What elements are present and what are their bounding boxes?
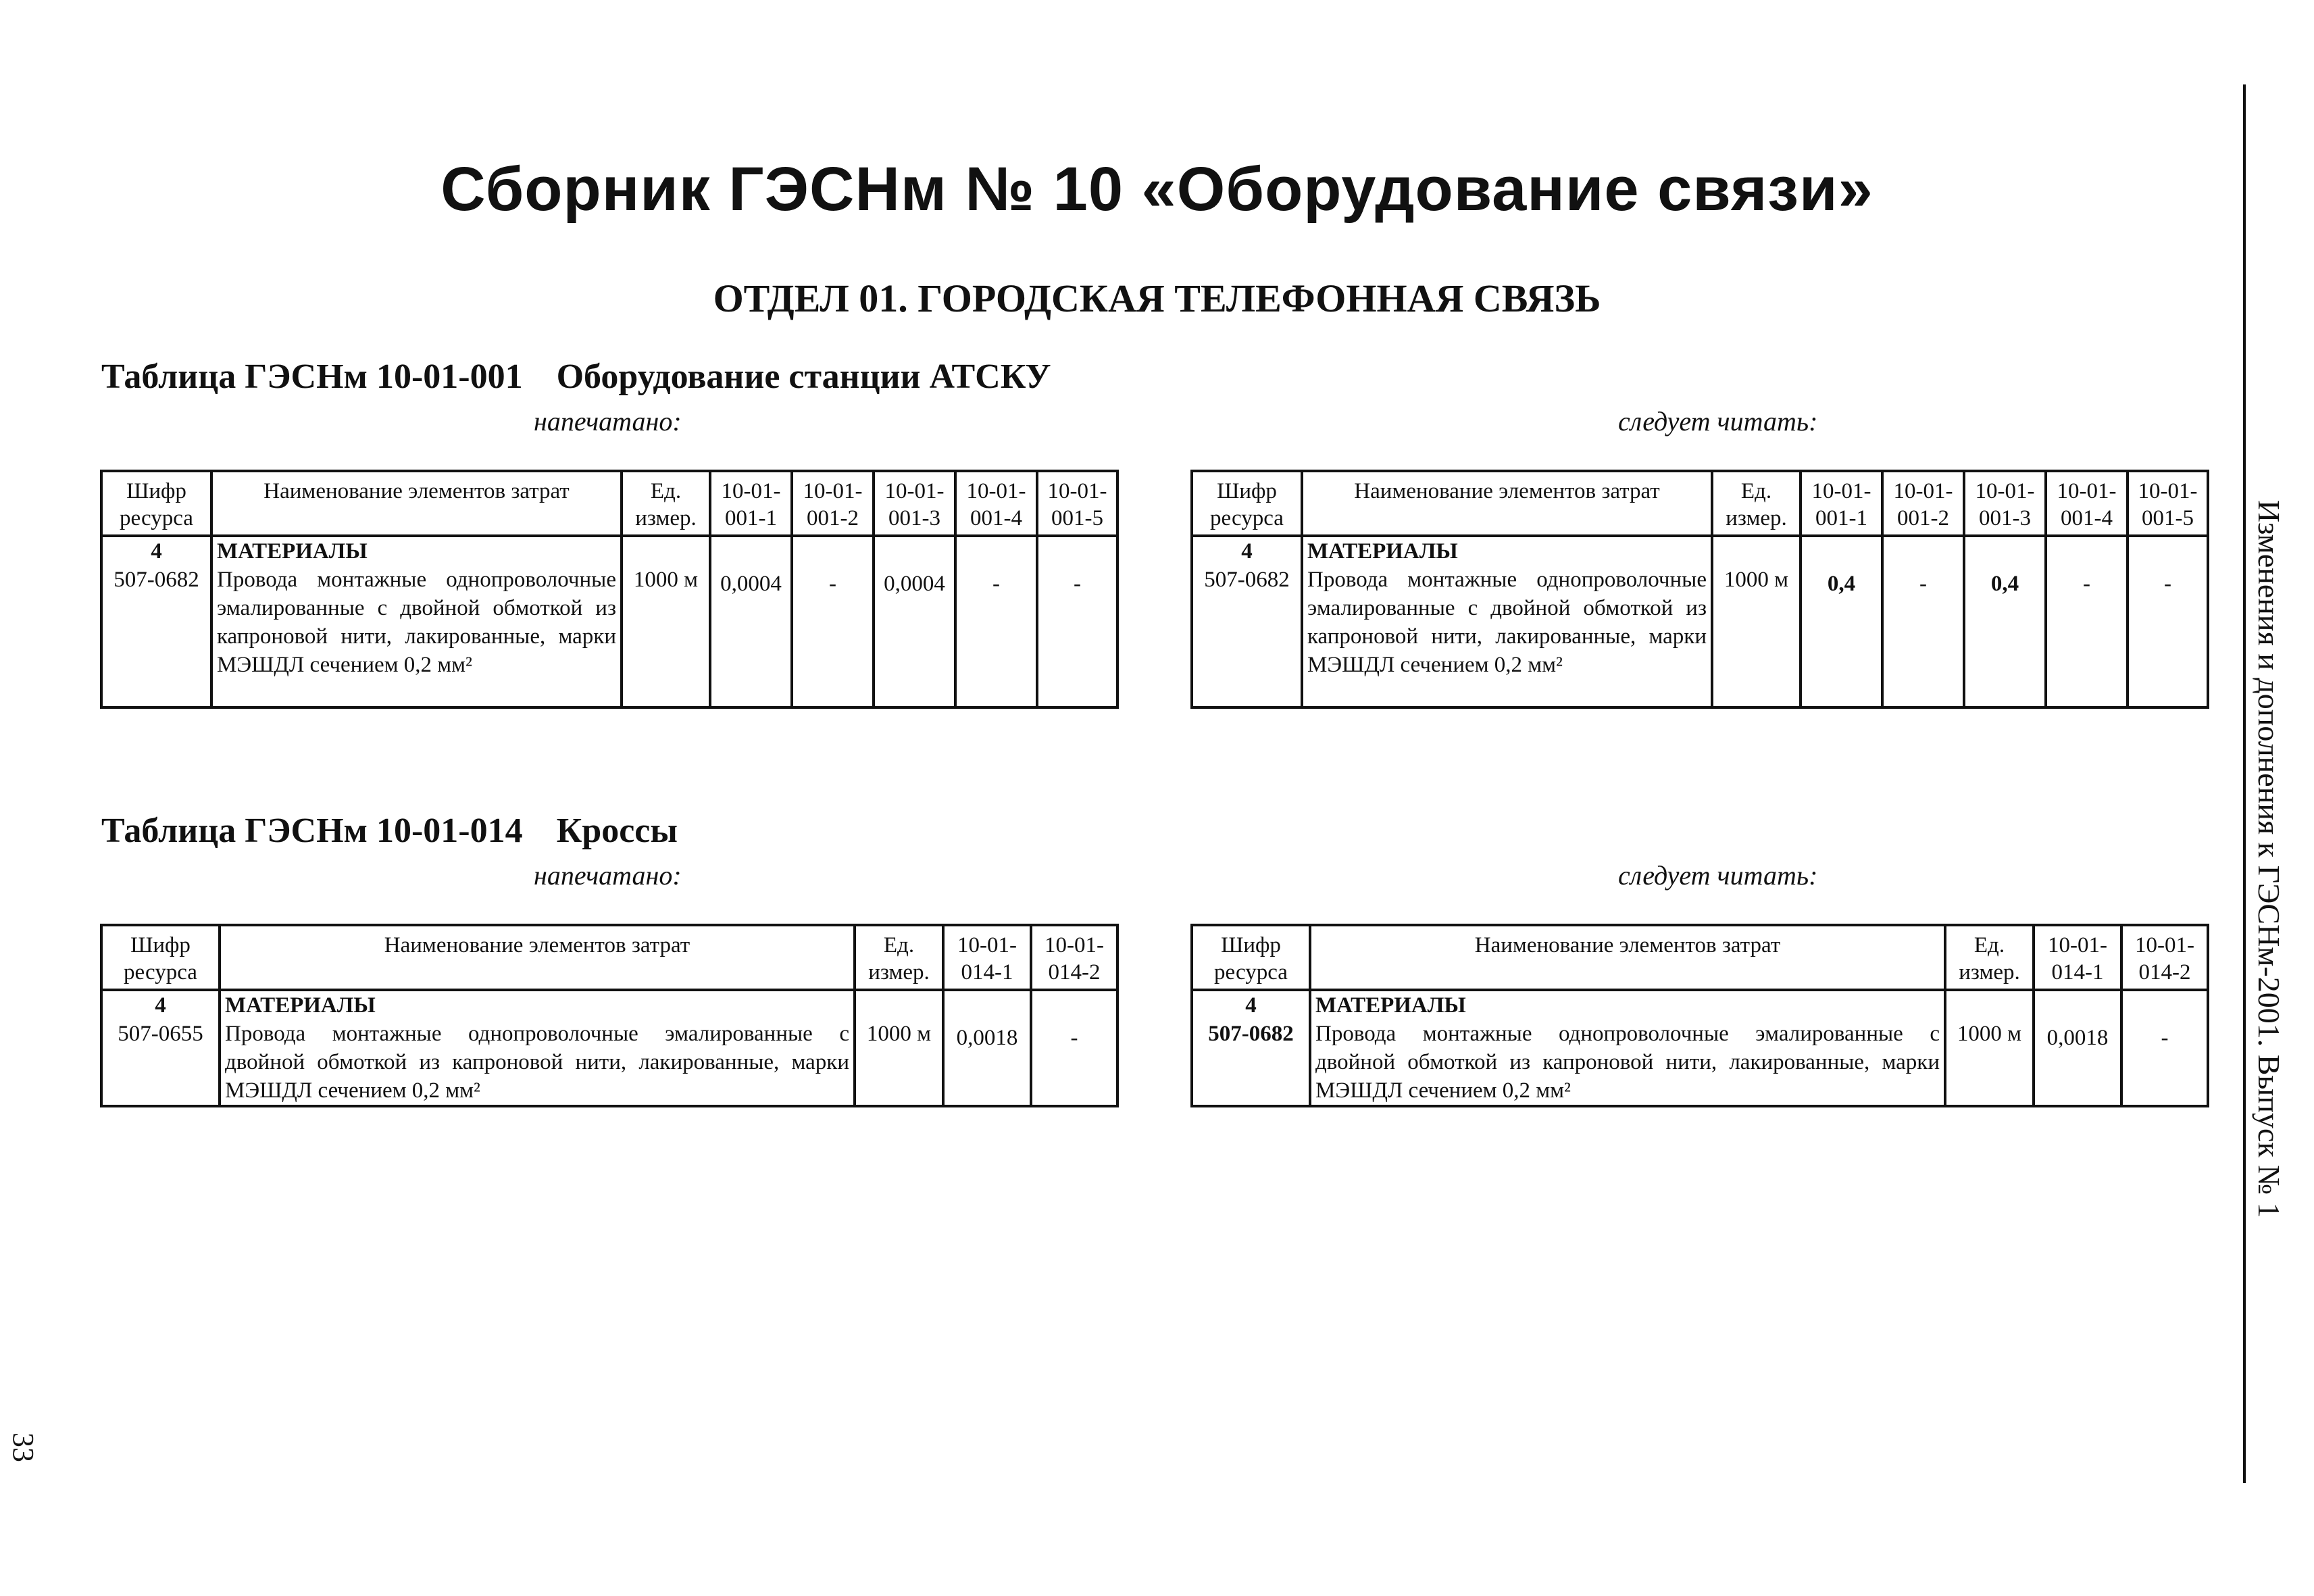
table2-printed (100, 924, 1119, 1107)
resource-code: 507-0655 (101, 1020, 220, 1106)
header-name: Наименование элементов затрат (220, 925, 855, 990)
header-col: 10-01-001-1 (1801, 471, 1882, 536)
table-row (101, 566, 1117, 707)
group-name: МАТЕРИАЛЫ (1310, 990, 1945, 1020)
group-code: 4 (101, 990, 220, 1020)
header-name: Наименование элементов затрат (1302, 471, 1712, 536)
table-header-row (101, 471, 1117, 536)
value-cell: 0,4 (1964, 566, 2046, 707)
unit: 1000 м (1945, 1020, 2034, 1106)
header-unit: Ед. измер. (622, 471, 710, 536)
table1-should-read-label: следует читать: (1618, 406, 1818, 437)
group-row (101, 990, 1117, 1020)
group-row (101, 536, 1117, 566)
header-code: Шифр ресурса (1192, 471, 1302, 536)
value-cell: - (2121, 1020, 2208, 1106)
header-col: 10-01-001-2 (792, 471, 874, 536)
value-cell: - (955, 566, 1037, 707)
resource-name: Провода монтажные однопроволочные эмалированные с двойной обмоткой из капроновой нити, лакированные, марки МЭШДЛ сечением 0,2 мм² (220, 1020, 855, 1106)
resource-code: 507-0682 (1192, 566, 1302, 707)
group-row (1192, 536, 2208, 566)
resource-code: 507-0682 (1192, 1020, 1310, 1106)
group-name: МАТЕРИАЛЫ (220, 990, 855, 1020)
group-code: 4 (1192, 990, 1310, 1020)
header-name: Наименование элементов затрат (211, 471, 622, 536)
table1-caption (101, 357, 1051, 397)
table-header-row (1192, 471, 2208, 536)
header-unit: Ед. измер. (1712, 471, 1801, 536)
page-number: 33 (7, 1432, 40, 1462)
section-title: ОТДЕЛ 01. ГОРОДСКАЯ ТЕЛЕФОННАЯ СВЯЗЬ (713, 276, 1601, 320)
unit: 1000 м (855, 1020, 943, 1106)
header-col: 10-01-014-1 (943, 925, 1031, 990)
header-col: 10-01-001-4 (955, 471, 1037, 536)
unit: 1000 м (622, 566, 710, 707)
header-col: 10-01-014-1 (2034, 925, 2121, 990)
table2-caption (101, 811, 678, 851)
header-col: 10-01-014-2 (1031, 925, 1117, 990)
header-code: Шифр ресурса (1192, 925, 1310, 990)
group-name: МАТЕРИАЛЫ (1302, 536, 1712, 566)
header-col: 10-01-001-2 (1882, 471, 1964, 536)
value-cell: 0,0018 (943, 1020, 1031, 1106)
resource-name: Провода монтажные однопроволочные эмалированные с двойной обмоткой из капроновой нити, лакированные, марки МЭШДЛ сечением 0,2 мм² (1310, 1020, 1945, 1106)
side-rule (2243, 84, 2246, 1483)
table1-caption-name: Оборудование станции АТСКУ (556, 357, 1051, 396)
unit: 1000 м (1712, 566, 1801, 707)
table-header-row (1192, 925, 2208, 990)
table-header-row (101, 925, 1117, 990)
value-cell: 0,0004 (874, 566, 955, 707)
header-col: 10-01-001-1 (710, 471, 792, 536)
group-row (1192, 990, 2208, 1020)
table-row (1192, 566, 2208, 707)
header-name: Наименование элементов затрат (1310, 925, 1945, 990)
group-name: МАТЕРИАЛЫ (211, 536, 622, 566)
table1-printed (100, 470, 1119, 709)
value-cell: - (1882, 566, 1964, 707)
value-cell: 0,0004 (710, 566, 792, 707)
value-cell: - (792, 566, 874, 707)
header-unit: Ед. измер. (1945, 925, 2034, 990)
header-col: 10-01-001-5 (2128, 471, 2208, 536)
value-cell: 0,4 (1801, 566, 1882, 707)
collection-title: Сборник ГЭСНм № 10 «Оборудование связи» (441, 155, 1873, 224)
header-col: 10-01-001-3 (874, 471, 955, 536)
table1-caption-code: Таблица ГЭСНм 10-01-001 (101, 357, 523, 396)
value-cell: - (1037, 566, 1117, 707)
header-col: 10-01-014-2 (2121, 925, 2208, 990)
resource-code: 507-0682 (101, 566, 211, 707)
value-cell: - (2046, 566, 2128, 707)
group-code: 4 (1192, 536, 1302, 566)
table2-should-read-label: следует читать: (1618, 860, 1818, 891)
table2-printed-label: напечатано: (534, 860, 682, 891)
table1-printed-label: напечатано: (534, 406, 682, 437)
header-col: 10-01-001-4 (2046, 471, 2128, 536)
value-cell: 0,0018 (2034, 1020, 2121, 1106)
resource-name: Провода монтажные однопроволочные эмалированные с двойной обмоткой из капроновой нити, лакированные, марки МЭШДЛ сечением 0,2 мм² (211, 566, 622, 707)
table-row (1192, 1020, 2208, 1106)
table2-corrected (1190, 924, 2209, 1107)
header-code: Шифр ресурса (101, 471, 211, 536)
table1-corrected (1190, 470, 2209, 709)
header-code: Шифр ресурса (101, 925, 220, 990)
group-code: 4 (101, 536, 211, 566)
table2-caption-code: Таблица ГЭСНм 10-01-014 (101, 812, 523, 850)
header-col: 10-01-001-3 (1964, 471, 2046, 536)
resource-name: Провода монтажные однопроволочные эмалированные с двойной обмоткой из капроновой нити, лакированные, марки МЭШДЛ сечением 0,2 мм² (1302, 566, 1712, 707)
value-cell: - (1031, 1020, 1117, 1106)
header-unit: Ед. измер. (855, 925, 943, 990)
running-header: Изменения и дополнения к ГЭСНм-2001. Выпуск № 1 (2252, 500, 2286, 1218)
value-cell: - (2128, 566, 2208, 707)
table-row (101, 1020, 1117, 1106)
header-col: 10-01-001-5 (1037, 471, 1117, 536)
table2-caption-name: Кроссы (556, 812, 678, 850)
